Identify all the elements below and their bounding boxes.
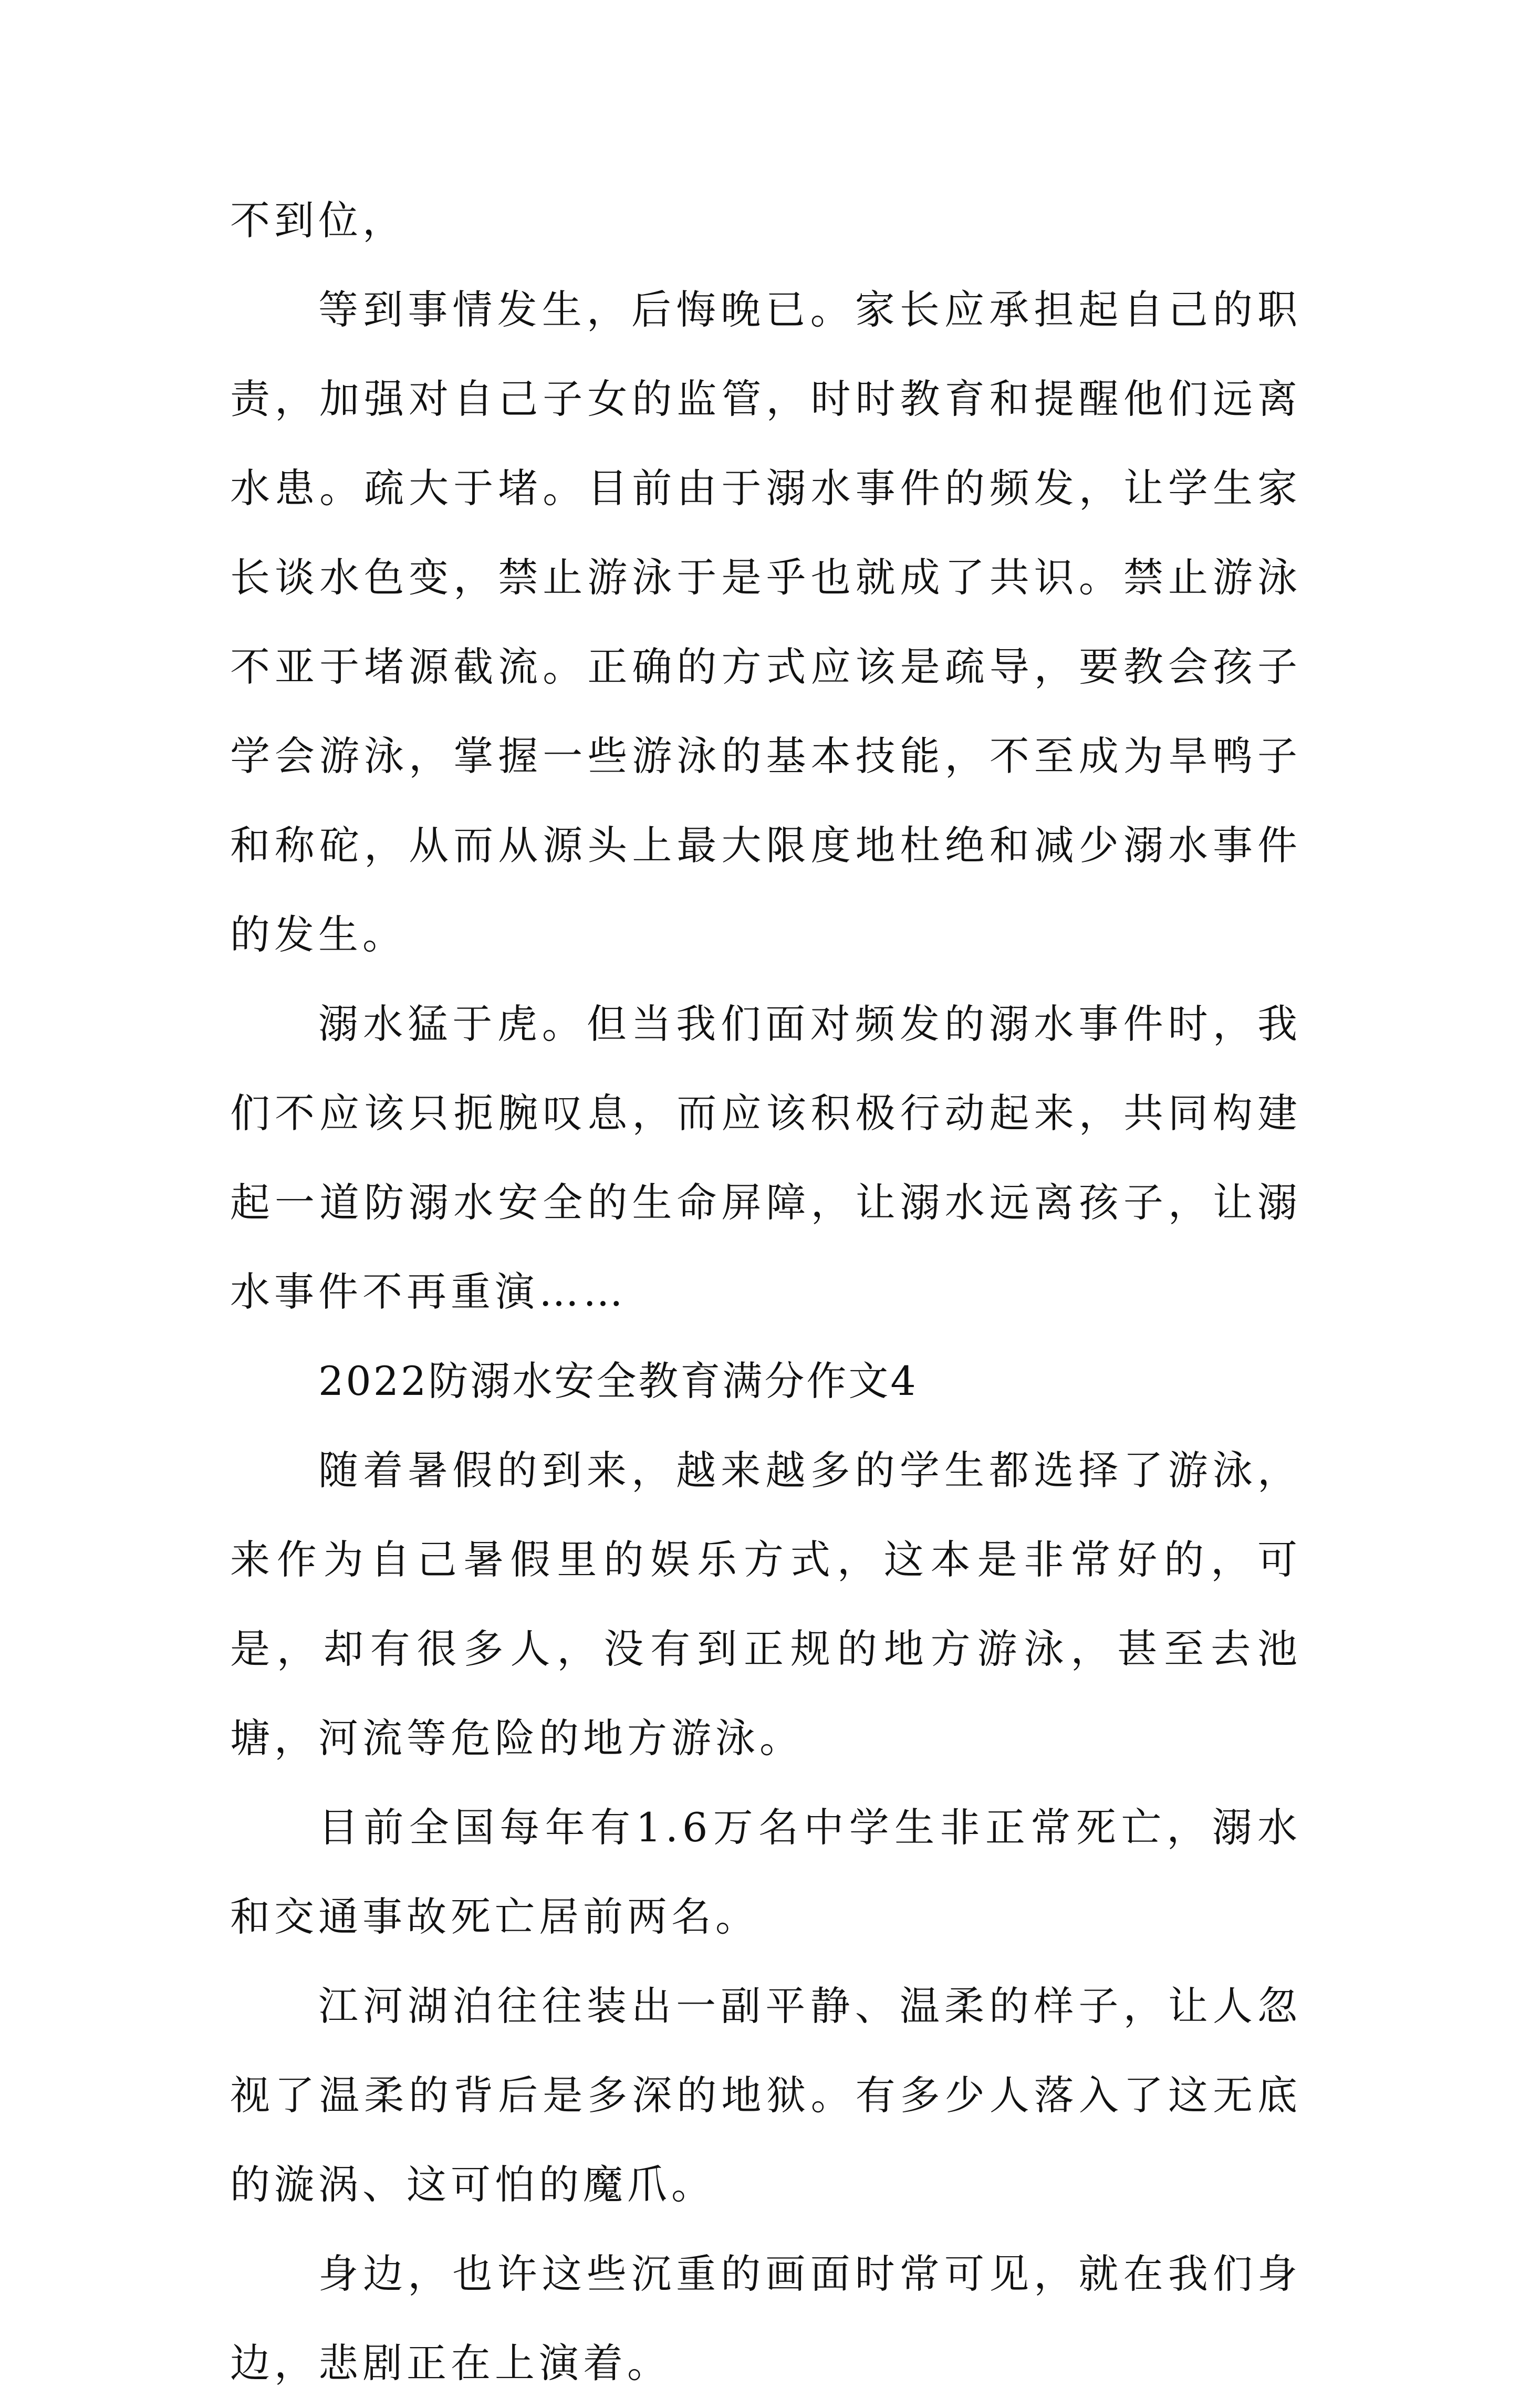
paragraph-continuation: 不到位， bbox=[230, 197, 407, 244]
paragraph: 溺水猛于虎。但当我们面对频发的溺水事件时，我们不应该只扼腕叹息，而应该积极行动起来，共同构建起一道防溺水安全的生命屏障，让溺水远离孩子，让溺水事件不再重演…… bbox=[230, 1000, 1302, 1315]
paragraph: 随着暑假的到来，越来越多的学生都选择了游泳，来作为自己暑假里的娱乐方式，这本是非常好的，可是，却有很多人，没有到正规的地方游泳，甚至去池塘，河流等危险的地方游泳。 bbox=[230, 1447, 1302, 1761]
paragraph: 目前全国每年有1.6万名中学生非正常死亡，溺水和交通事故死亡居前两名。 bbox=[230, 1804, 1302, 1940]
paragraph: 身边，也许这些沉重的画面时常可见，就在我们身边，悲剧正在上演着。 bbox=[230, 2250, 1302, 2386]
document-body bbox=[230, 176, 1302, 2408]
paragraph: 江河湖泊往往装出一副平静、温柔的样子，让人忽视了温柔的背后是多深的地狱。有多少人落入了这无底的漩涡、这可怕的魔爪。 bbox=[230, 1983, 1302, 2208]
section-heading: 2022防溺水安全教育满分作文4 bbox=[318, 1358, 918, 1404]
paragraph: 等到事情发生，后悔晚已。家长应承担起自己的职责，加强对自己子女的监管，时时教育和提醒他们远离水患。疏大于堵。目前由于溺水事件的频发，让学生家长谈水色变，禁止游泳于是乎也就成了共识。禁止游泳不亚于堵源截流。正确的方式应该是疏导，要教会孩子学会游泳，掌握一些游泳的基本技能，不至成为旱鸭子和称砣，从而从源头上最大限度地杜绝和减少溺水事件的发生。 bbox=[230, 286, 1302, 958]
